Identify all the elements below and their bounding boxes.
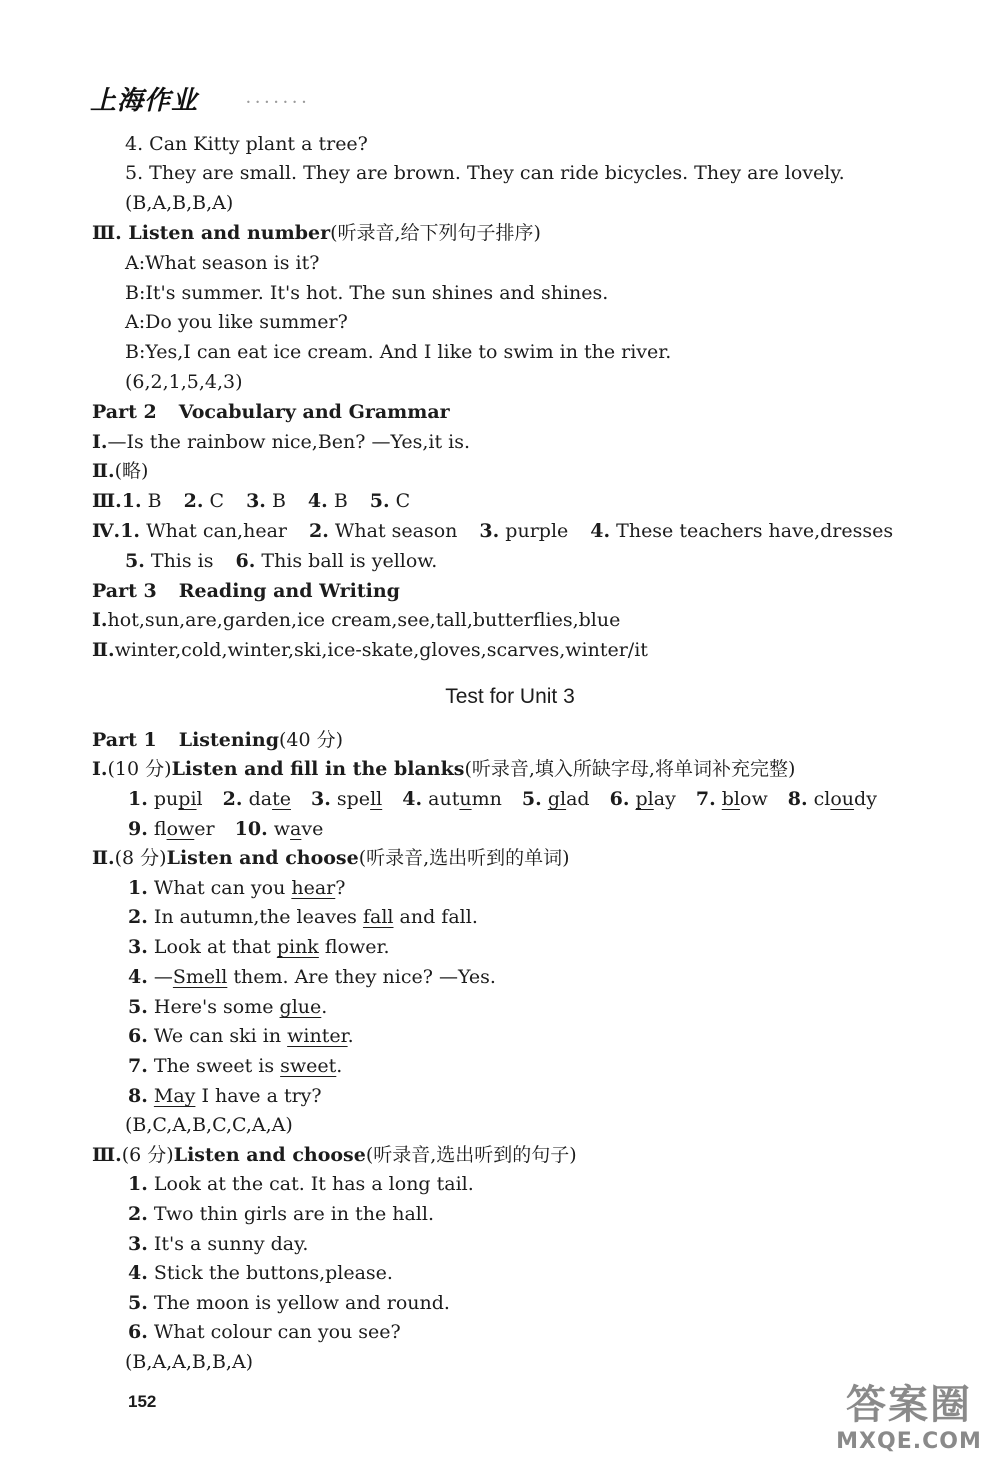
item-number: 3. (479, 520, 500, 542)
item-number: 2. (308, 520, 329, 542)
item-text: These teachers have,dresses (616, 520, 894, 542)
line-post: them. Are they nice? —Yes. (227, 966, 496, 988)
item-text: B (333, 490, 348, 512)
part3-i (92, 607, 620, 633)
s1-words-cont (128, 816, 323, 842)
word-post: ad (566, 788, 590, 810)
item-number: 5. (128, 996, 148, 1018)
part2-i (92, 429, 470, 455)
s3-line (128, 1201, 434, 1227)
word-post: er (194, 818, 215, 840)
s2-num: Ⅱ. (92, 847, 115, 869)
watermark-top: 答案圈 (846, 1382, 972, 1428)
answer-item (184, 490, 224, 512)
item-number: 4. (590, 520, 611, 542)
word-post: dy (854, 788, 877, 810)
word-pre: aut (428, 788, 460, 810)
section-3-head: Ⅲ. Listen and number (92, 222, 331, 244)
item-text: This is (150, 550, 214, 572)
item-number: 6. (235, 550, 256, 572)
item-number: 7. (128, 1055, 148, 1077)
part2-subtitle: Vocabulary and Grammar (178, 401, 450, 423)
watermark-bottom: MXQE.COM (836, 1429, 982, 1454)
word-blank: a (290, 818, 302, 840)
item-number: 6. (128, 1025, 148, 1047)
line-post: . (347, 1025, 354, 1047)
test-part1-sub: Listening (178, 729, 279, 751)
page-number: 152 (128, 1392, 157, 1411)
answer-item (125, 550, 214, 572)
item-number: 4. (402, 788, 423, 810)
line-post: . (336, 1055, 343, 1077)
answer-item (590, 520, 893, 542)
line-text: Look at the cat. It has a long tail. (153, 1173, 474, 1195)
item-number: 4. (307, 490, 328, 512)
line-pre: The sweet is (153, 1055, 281, 1077)
dialog-line: A:Do you like summer? (125, 311, 348, 333)
part2-i-text: —Is the rainbow nice,Ben? —Yes,it is. (107, 431, 471, 453)
test-title: Test for Unit 3 (445, 685, 575, 708)
item-number: 2. (222, 788, 243, 810)
dialog-line: B:It's summer. It's hot. The sun shines and shines. (125, 282, 609, 304)
item-text: B (271, 490, 286, 512)
item-text: This ball is yellow. (261, 550, 438, 572)
s1-score: (10 分) (107, 758, 172, 780)
s1-words (128, 786, 877, 812)
s3-head: Listen and choose (173, 1144, 366, 1166)
section-3-heading (92, 220, 541, 246)
part3-i-num: Ⅰ. (92, 609, 108, 631)
part2-iv-num: Ⅳ. (92, 520, 121, 542)
line-post: flower. (318, 936, 390, 958)
part3-ii-num: Ⅱ. (92, 639, 115, 661)
s3-heading (92, 1142, 577, 1168)
part3-subtitle: Reading and Writing (178, 580, 400, 602)
s2-line (128, 1083, 322, 1109)
line-text: What colour can you see? (153, 1321, 401, 1343)
item-number: 2. (183, 490, 204, 512)
line-post: . (321, 996, 328, 1018)
word-pre: da (248, 788, 273, 810)
item-number: 4. (128, 966, 148, 988)
item-number: 5. (128, 1292, 148, 1314)
item-text: What can,hear (146, 520, 287, 542)
word-pre: spe (336, 788, 371, 810)
part2-iii (92, 488, 410, 514)
s2-score: (8 分) (114, 847, 167, 869)
item-number: 1. (128, 788, 148, 810)
word-pre: fl (153, 818, 167, 840)
part2-ii (92, 458, 148, 484)
line-underlined: sweet (280, 1055, 337, 1077)
s1-heading (92, 756, 795, 782)
fill-word (311, 788, 382, 810)
header-logo: 上海作业 (90, 86, 199, 116)
answer-item (120, 520, 287, 542)
item-number: 1. (128, 1173, 148, 1195)
word-blank: bl (721, 788, 740, 810)
s3-score: (6 分) (121, 1144, 174, 1166)
word-pre: w (273, 818, 291, 840)
word-blank: ll (370, 788, 383, 810)
item-number: 6. (128, 1321, 148, 1343)
word-blank: te (272, 788, 291, 810)
logo-decoration: • • • • • • • (246, 98, 308, 107)
item-number: 5. (125, 550, 145, 572)
answer-item (479, 520, 568, 542)
word-pre: pu (153, 788, 179, 810)
line-post: ? (335, 877, 346, 899)
line-pre: We can ski in (153, 1025, 288, 1047)
line-text: The moon is yellow and round. (153, 1292, 450, 1314)
section-3-answers: (6,2,1,5,4,3) (125, 371, 243, 393)
word-pre: cl (813, 788, 831, 810)
item-number: 1. (128, 877, 148, 899)
line-post: and fall. (393, 906, 478, 928)
line-underlined: hear (291, 877, 336, 899)
prev-answers: (B,A,B,B,A) (125, 192, 234, 214)
s3-num: Ⅲ. (92, 1144, 122, 1166)
item-number: 2. (128, 906, 148, 928)
line-underlined: pink (276, 936, 319, 958)
item-number: 3. (246, 490, 266, 512)
line-pre: Here's some (153, 996, 280, 1018)
item-number: 5. (521, 788, 542, 810)
part3-i-text: hot,sun,are,garden,ice cream,see,tall,butterflies,blue (107, 609, 621, 631)
s2-line (128, 904, 478, 930)
s1-num: Ⅰ. (92, 758, 108, 780)
answer-item (370, 490, 410, 512)
fill-word (128, 818, 215, 840)
fill-word (522, 788, 590, 810)
s3-line (128, 1231, 308, 1257)
line-text: It's a sunny day. (153, 1233, 309, 1255)
item-number: 8. (787, 788, 808, 810)
part2-iv (92, 518, 893, 544)
s2-line (128, 1023, 354, 1049)
word-blank: ou (830, 788, 855, 810)
part2-iv-cont (125, 548, 437, 574)
prev-q5: 5. They are small. They are brown. They can ride bicycles. They are lovely. (125, 162, 845, 184)
test-part1-heading (92, 727, 343, 753)
line-underlined: May (153, 1085, 196, 1107)
fill-word (223, 788, 291, 810)
item-number: 4. (128, 1262, 148, 1284)
dialog-line: B:Yes,I can eat ice cream. And I like to swim in the river. (125, 341, 672, 363)
item-number: 1. (120, 520, 141, 542)
answer-item (246, 490, 286, 512)
item-text: C (209, 490, 225, 512)
item-number: 8. (128, 1085, 148, 1107)
watermark (834, 1381, 984, 1467)
line-underlined: glue (279, 996, 322, 1018)
s3-line (128, 1290, 450, 1316)
dialog-line: A:What season is it? (125, 252, 320, 274)
part3-title: Part 3 (92, 580, 157, 602)
s2-line (128, 934, 390, 960)
fill-word (610, 788, 676, 810)
s3-line (128, 1171, 474, 1197)
item-number: 7. (695, 788, 716, 810)
item-number: 6. (609, 788, 630, 810)
line-pre: What can you (153, 877, 292, 899)
answer-item (236, 550, 438, 572)
answer-item (309, 520, 457, 542)
s2-line (128, 1053, 342, 1079)
line-text: Two thin girls are in the hall. (153, 1203, 435, 1225)
word-post: ve (301, 818, 324, 840)
item-number: 2. (128, 1203, 148, 1225)
item-text: B (147, 490, 162, 512)
item-number: 3. (128, 936, 148, 958)
fill-word (128, 788, 203, 810)
word-blank: pi (178, 788, 197, 810)
line-text: Stick the buttons,please. (153, 1262, 393, 1284)
line-underlined: Smell (172, 966, 228, 988)
fill-word (235, 818, 324, 840)
line-post: I have a try? (195, 1085, 322, 1107)
part2-ii-text: (略) (114, 460, 149, 482)
s2-answers: (B,C,A,B,C,C,A,A) (125, 1114, 293, 1136)
s3-line (128, 1319, 401, 1345)
line-pre: In autumn,the leaves (153, 906, 363, 928)
word-blank: pl (635, 788, 654, 810)
item-number: 1. (121, 490, 142, 512)
part3-ii-text: winter,cold,winter,ski,ice-skate,gloves,scarves,winter/it (114, 639, 648, 661)
word-post: mn (471, 788, 502, 810)
fill-word (788, 788, 877, 810)
item-number: 3. (311, 788, 331, 810)
line-underlined: winter (287, 1025, 348, 1047)
part2-iii-num: Ⅲ. (92, 490, 122, 512)
s2-cn: (听录音,选出听到的单词) (358, 847, 570, 869)
part2-heading (92, 399, 450, 425)
word-blank: u (459, 788, 472, 810)
item-text: purple (505, 520, 569, 542)
item-text: What season (334, 520, 458, 542)
part2-ii-num: Ⅱ. (92, 460, 115, 482)
s2-head: Listen and choose (166, 847, 359, 869)
s3-line (128, 1260, 393, 1286)
item-number: 10. (234, 818, 268, 840)
word-blank: ow (166, 818, 195, 840)
part3-ii (92, 637, 648, 663)
part3-heading (92, 578, 400, 604)
s1-head: Listen and fill in the blanks (171, 758, 465, 780)
item-text: C (395, 490, 411, 512)
word-blank: gl (547, 788, 567, 810)
s2-line (128, 964, 496, 990)
s2-line (128, 994, 327, 1020)
s2-heading (92, 845, 570, 871)
test-part1-title: Part 1 (92, 729, 157, 751)
prev-q4: 4. Can Kitty plant a tree? (125, 133, 368, 155)
part2-i-num: Ⅰ. (92, 431, 108, 453)
section-3-cn: (听录音,给下列句子排序) (330, 222, 541, 244)
word-post: ay (653, 788, 676, 810)
fill-word (696, 788, 768, 810)
fill-word (402, 788, 502, 810)
part2-title: Part 2 (92, 401, 157, 423)
item-number: 5. (369, 490, 390, 512)
s3-cn: (听录音,选出听到的句子) (365, 1144, 577, 1166)
line-pre: — (153, 966, 173, 988)
s2-line (128, 875, 345, 901)
answer-item (308, 490, 348, 512)
s1-cn: (听录音,填入所缺字母,将单词补充完整) (464, 758, 796, 780)
item-number: 3. (128, 1233, 148, 1255)
s3-answers: (B,A,A,B,B,A) (125, 1351, 254, 1373)
item-number: 9. (128, 818, 148, 840)
answer-item (122, 490, 162, 512)
word-post: l (196, 788, 203, 810)
line-pre: Look at that (153, 936, 277, 958)
line-underlined: fall (362, 906, 394, 928)
test-part1-score: (40 分) (279, 729, 344, 751)
word-post: ow (740, 788, 768, 810)
